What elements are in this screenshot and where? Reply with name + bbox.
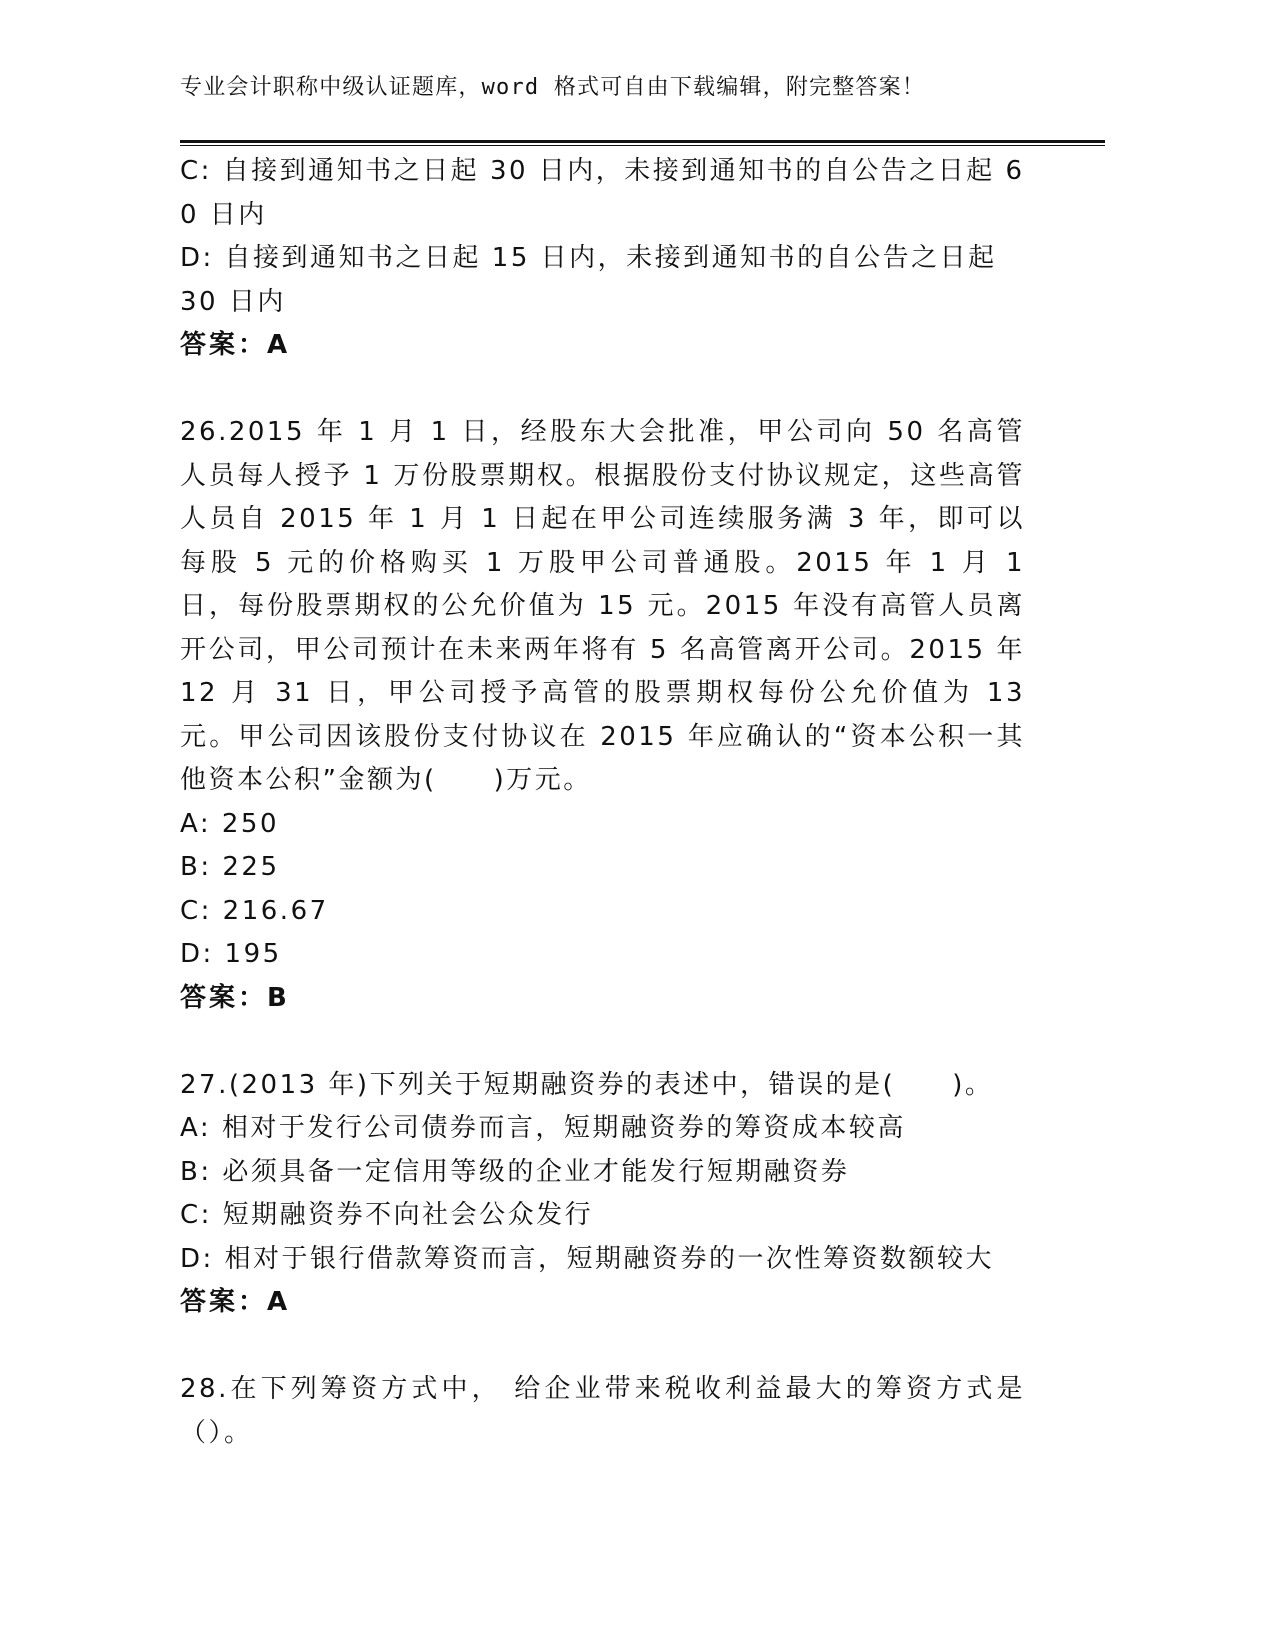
question-stem: 27.(2013 年)下列关于短期融资券的表述中，错误的是( )。 bbox=[180, 1069, 994, 1100]
divider-thick-line bbox=[180, 140, 1105, 143]
option-d: D: 相对于银行借款筹资而言，短期融资券的一次性筹资数额较大 bbox=[180, 1243, 995, 1274]
option-a: A: 250 bbox=[180, 808, 279, 839]
question-26 bbox=[180, 411, 1025, 1020]
question-25-continued bbox=[180, 150, 1025, 368]
answer-line: 答案：A bbox=[180, 330, 291, 360]
spacer bbox=[180, 1020, 1025, 1064]
option-b: B: 必须具备一定信用等级的企业才能发行短期融资券 bbox=[180, 1156, 850, 1187]
question-stem: 26.2015 年 1 月 1 日，经股东大会批准，甲公司向 50 名高管人员每人授予 1 万份股票期权。根据股份支付协议规定，这些高管人员自 2015 年 1 月 1 日起在甲公司连续服务满 3 年，即可以每股 5 元的价格购买 1 万股甲公司普通股。2015 年 1 月 1 日，每份股票期权的公允价值为 15 元。2015 年没有高管人员离开公司，甲公司预计在未来两年将有 5 名高管离开公司。2015 年 12 月 31 日，甲公司授予高管的股票期权每份公允价值为 13 元。甲公司因该股份支付协议在 2015 年应确认的“资本公积一其他资本公积”金额为( )万元。 bbox=[180, 417, 1025, 795]
document-body bbox=[180, 150, 1025, 1455]
option-c: C: 自接到通知书之日起 30 日内，未接到通知书的自公告之日起 60 日内 bbox=[180, 156, 1025, 230]
option-c: C: 216.67 bbox=[180, 895, 329, 926]
question-28 bbox=[180, 1368, 1025, 1455]
option-c: C: 短期融资券不向社会公众发行 bbox=[180, 1200, 594, 1230]
answer-line: 答案：A bbox=[180, 1287, 291, 1317]
option-d: D: 自接到通知书之日起 15 日内，未接到通知书的自公告之日起 30 日内 bbox=[180, 243, 997, 317]
option-b: B: 225 bbox=[180, 852, 280, 882]
spacer bbox=[180, 1325, 1025, 1369]
option-d: D: 195 bbox=[180, 939, 282, 969]
question-stem: 28.在下列筹资方式中， 给企业带来税收利益最大的筹资方式是（）。 bbox=[180, 1374, 1025, 1448]
page-header: 专业会计职称中级认证题库，word 格式可自由下载编辑，附完整答案！ bbox=[180, 75, 926, 100]
divider-thin-line bbox=[180, 145, 1105, 146]
question-27 bbox=[180, 1064, 1025, 1325]
header-divider bbox=[180, 140, 1105, 146]
spacer bbox=[180, 368, 1025, 412]
option-a: A: 相对于发行公司债券而言，短期融资券的筹资成本较高 bbox=[180, 1113, 906, 1143]
answer-line: 答案：B bbox=[180, 982, 290, 1013]
